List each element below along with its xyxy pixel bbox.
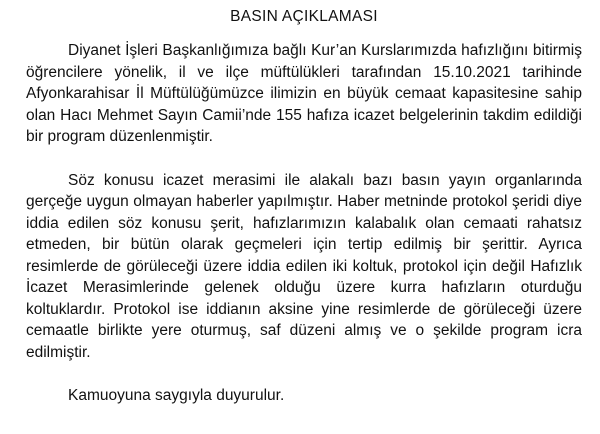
document-title: BASIN AÇIKLAMASI <box>230 8 378 25</box>
paragraph-2: Söz konusu icazet merasimi ile alakalı bazı basın yayın organlarında gerçeğe uygun olmayan haberler yapılmıştır. Haber metninde protokol şeridi diye iddia edilen söz konusu şerit, hafızlarımızın kalabalık olan cemaati rahatsız etmeden, bir bütün olarak geçmeleri için tertip edilmiş bir şerittir. Ayrıca resimlerde de görüleceği üzere iddia edilen iki koltuk, protokol için değil Hafızlık İcazet Merasimlerinde gelenek olduğu üzere kurra hafızların oturduğu koltuklardır. Protokol ise iddianın aksine yine resimlerde de görüleceği üzere cemaatle birlikte yere oturmuş, saf düzeni almış ve o şekilde program icra edilmiştir. <box>26 171 582 361</box>
closing-line: Kamuoyuna saygıyla duyurulur. <box>68 387 285 404</box>
press-release-document <box>26 8 582 429</box>
paragraph-1: Diyanet İşleri Başkanlığımıza bağlı Kur’an Kurslarımızda hafızlığını bitirmiş öğrencilere yönelik, il ve ilçe müftülükleri tarafından 15.10.2021 tarihinde Afyonkarahisar İl Müftülüğümüzce ilimizin en büyük cemaat kapasitesine sahip olan Hacı Mehmet Sayın Camii’nde 155 hafıza icazet belgelerinin takdim edildiği bir program düzenlenmiştir. <box>26 42 582 145</box>
